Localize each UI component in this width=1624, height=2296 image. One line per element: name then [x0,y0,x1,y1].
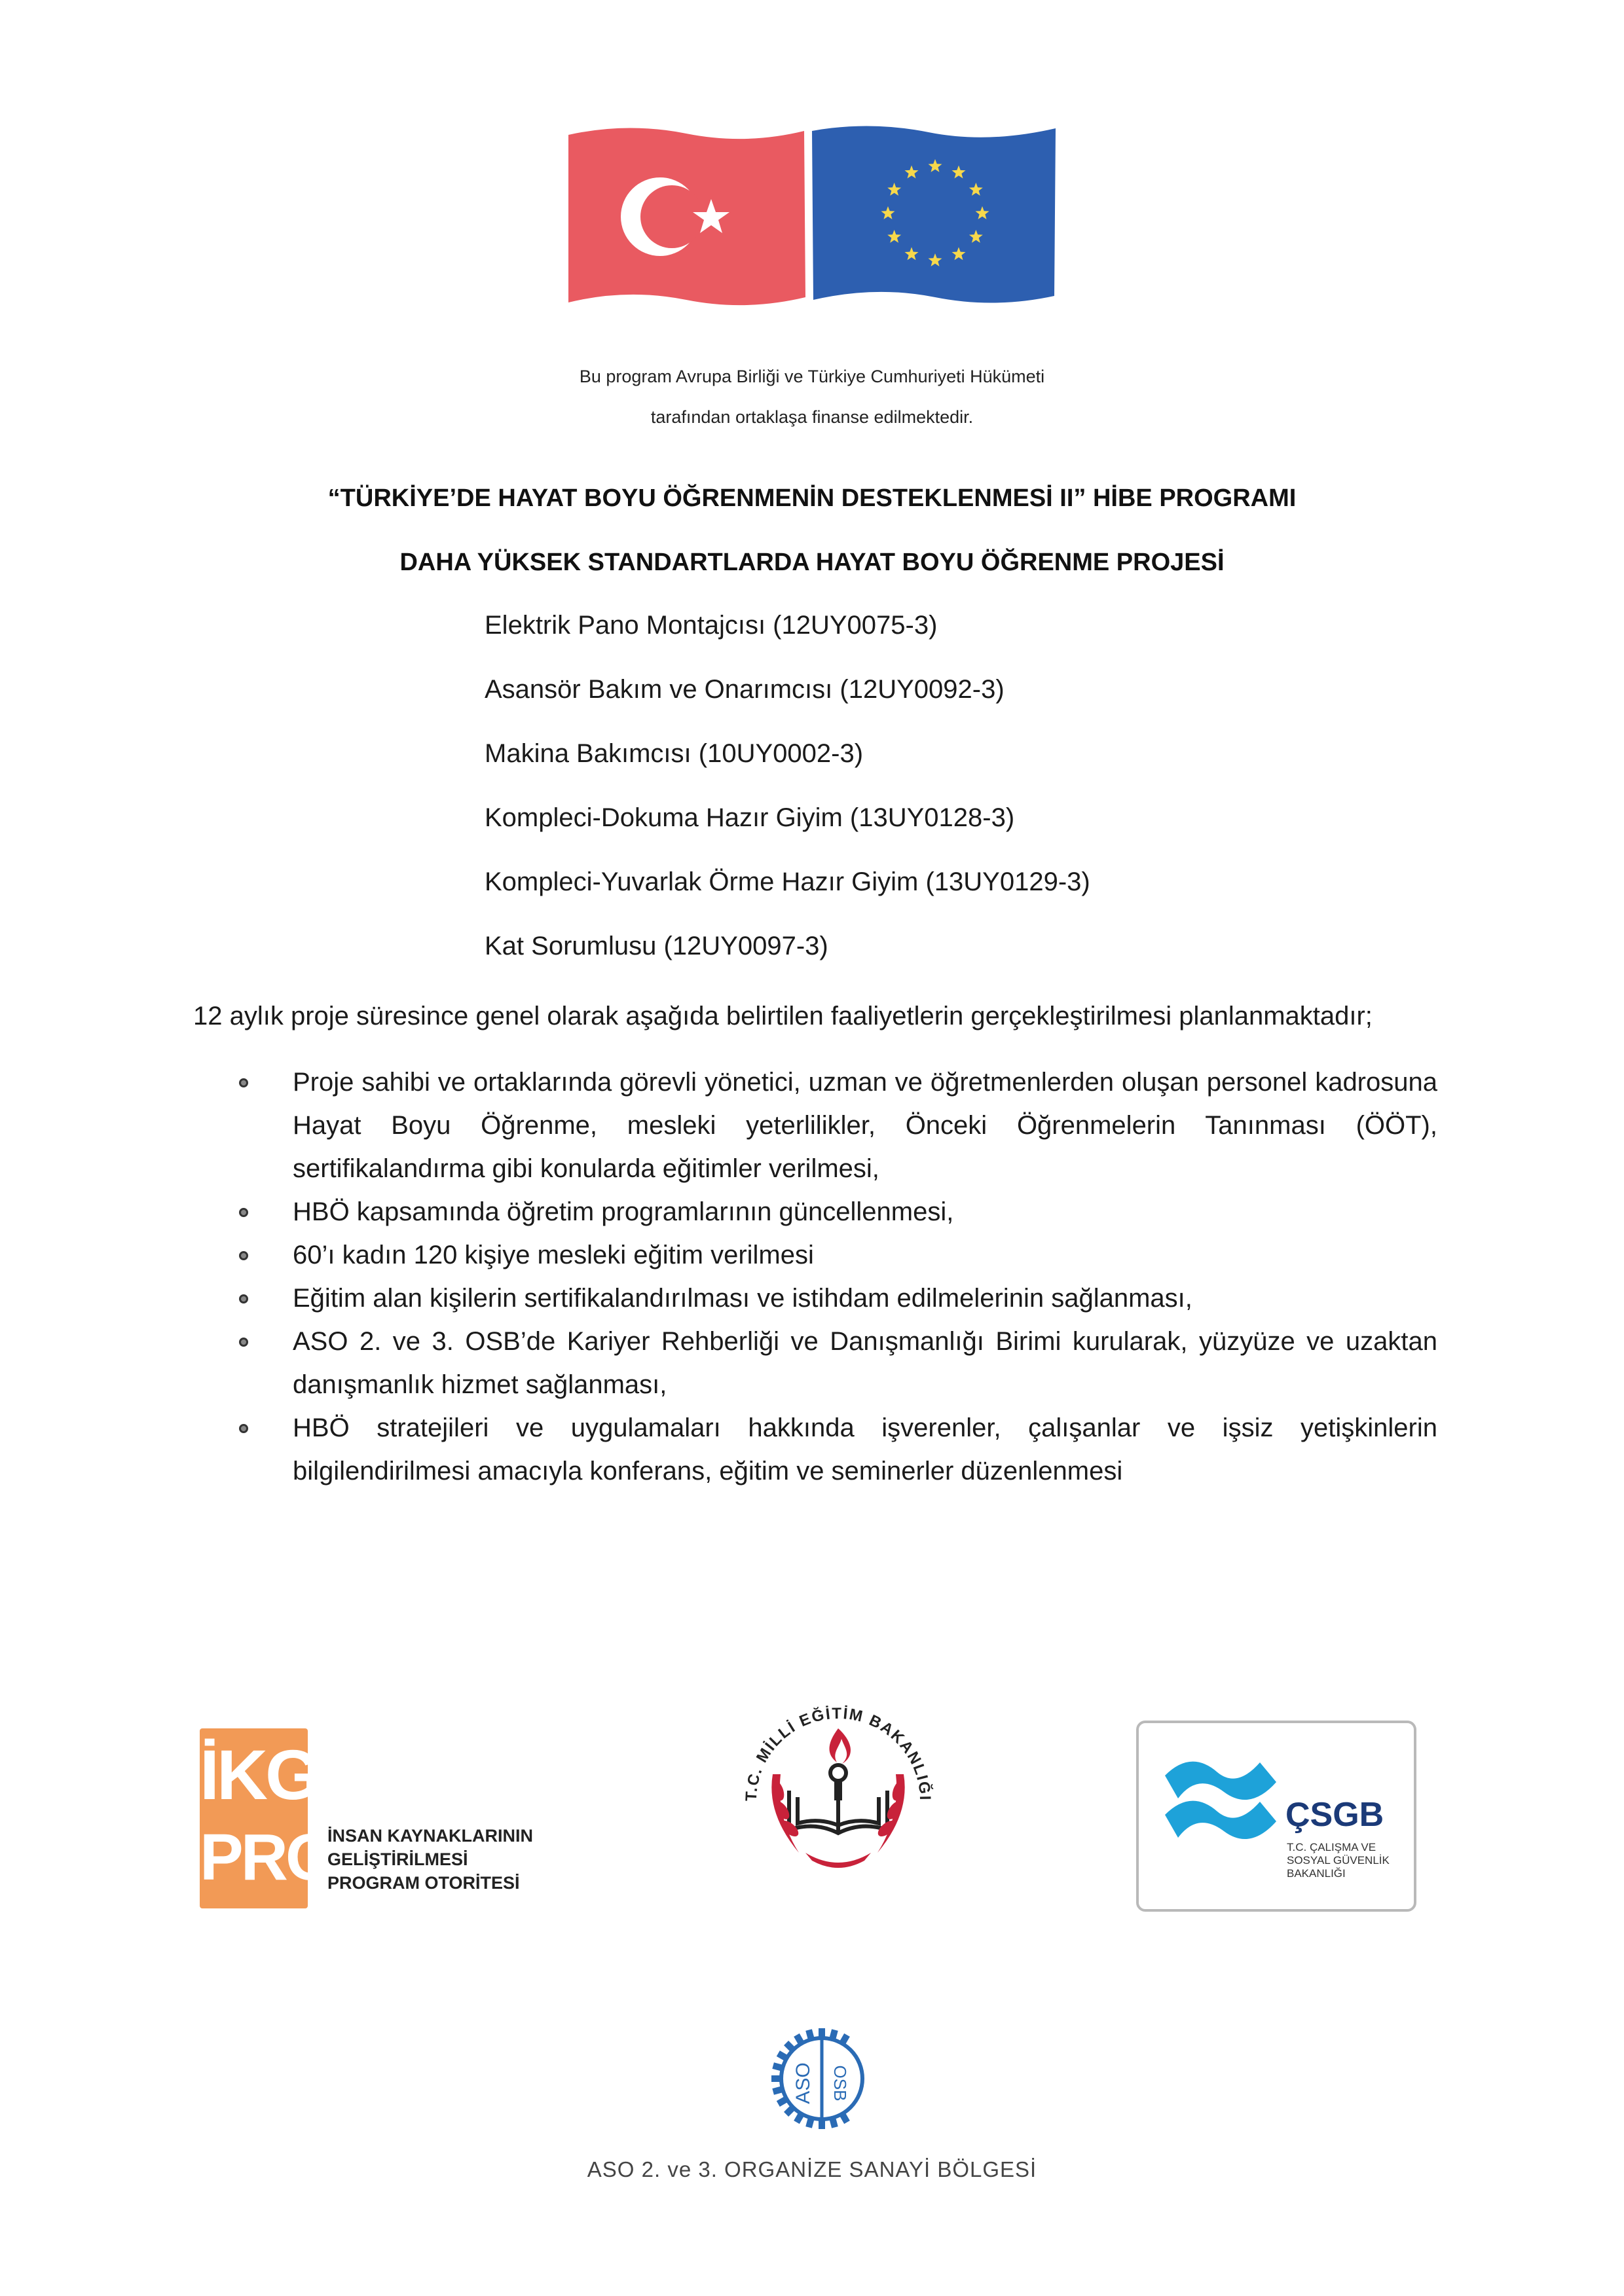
meb-arc-text: T.C. MİLLİ EĞİTİM BAKANLIĞI [742,1704,934,1802]
activity-text: HBÖ kapsamında öğretim programlarının güncellenmesi, [293,1197,954,1226]
ikg-pro-mark [200,1728,334,1908]
activity-item [239,1190,1437,1233]
csgb-name: ÇSGB [1285,1796,1384,1834]
bullet-icon [239,1338,248,1347]
activity-text: Proje sahibi ve ortaklarında görevli yönetici, uzman ve öğretmenlerden oluşan personel kadrosuna Hayat Boyu Öğrenme, mesleki yeterlilikler, Önceki Öğrenmelerin Tanınması (ÖÖT), sertifikalandırma gibi konularda eğitimler verilmesi, [293,1068,1437,1183]
activity-item [239,1277,1437,1320]
turkey-flag [568,128,805,305]
bullet-icon [239,1208,248,1217]
activity-text: 60’ı kadın 120 kişiye mesleki eğitim verilmesi [293,1241,814,1269]
qualification-item: Kat Sorumlusu (12UY0097-3) [485,932,828,960]
meb-logo [727,1676,950,1899]
activity-item [239,1320,1437,1406]
bullet-icon [239,1294,248,1303]
activity-item [239,1406,1437,1493]
ikg-pro-logo [200,1728,566,1908]
activity-text: HBÖ stratejileri ve uygulamaları hakkında işverenler, çalışanlar ve işsiz yetişkinlerin bilgilendirilmesi amacıyla konferans, eğitim ve seminerler düzenlenmesi [293,1413,1437,1485]
aso-mark-text: ASO [792,2062,814,2104]
torch-icon [829,1728,850,1800]
flags-banner [568,122,1056,312]
funding-line-2: tarafından ortaklaşa finanse edilmektedir. [650,407,974,427]
csgb-sub-3: BAKANLIĞI [1287,1867,1346,1880]
qualification-item: Kompleci-Yuvarlak Örme Hazır Giyim (13UY0129-3) [485,867,1090,896]
aso-osb-logo [766,2023,877,2134]
csgb-subtitle [1287,1841,1405,1880]
bullet-icon [239,1424,248,1433]
csgb-sub-2: SOSYAL GÜVENLİK [1287,1854,1390,1867]
qualification-item: Kompleci-Dokuma Hazır Giyim (13UY0128-3) [485,803,1015,832]
project-title: DAHA YÜKSEK STANDARTLARDA HAYAT BOYU ÖĞRENME PROJESİ [399,549,1225,576]
pro-mark-text: PRO [200,1821,334,1894]
ikg-line-1: İNSAN KAYNAKLARININ [327,1826,534,1846]
eu-flag [812,126,1056,302]
activity-text: Eğitim alan kişilerin sertifikalandırılması ve istihdam edilmelerinin sağlanması, [293,1284,1192,1313]
activity-text: ASO 2. ve 3. OSB’de Kariyer Rehberliği ve Danışmanlığı Birimi kurularak, yüzyüze ve uzaktan danışmanlık hizmet sağlanması, [293,1327,1437,1399]
ikg-mark-text: İKG [200,1735,318,1814]
qualification-item: Asansör Bakım ve Onarımcısı (12UY0092-3) [485,675,1005,704]
activity-item [239,1061,1437,1190]
qualification-item: Makina Bakımcısı (10UY0002-3) [485,739,864,768]
activity-item [239,1233,1437,1277]
csgb-sub-1: T.C. ÇALIŞMA VE [1287,1841,1376,1853]
osb-mark-text: OSB [830,2065,850,2102]
bullet-icon [239,1251,248,1260]
csgb-logo [1136,1721,1416,1912]
ikg-line-3: PROGRAM OTORİTESİ [327,1873,520,1893]
activity-list [239,1061,1437,1493]
csgb-wave-icon [1152,1736,1289,1874]
program-title: “TÜRKİYE’DE HAYAT BOYU ÖĞRENMENİN DESTEKLENMESİ II” HİBE PROGRAMI [327,484,1297,512]
funding-line-1: Bu program Avrupa Birliği ve Türkiye Cumhuriyeti Hükümeti [579,367,1045,386]
activities-intro: 12 aylık proje süresince genel olarak aşağıda belirtilen faaliyetlerin gerçekleştirilmesi planlanmaktadır; [193,1002,1373,1030]
footer-caption: ASO 2. ve 3. ORGANİZE SANAYİ BÖLGESİ [587,2157,1037,2181]
qualification-list [485,609,1090,994]
qualification-item: Elektrik Pano Montajcısı (12UY0075-3) [485,611,938,640]
bullet-icon [239,1078,248,1087]
ikg-line-2: GELİŞTİRİLMESİ [327,1850,468,1869]
